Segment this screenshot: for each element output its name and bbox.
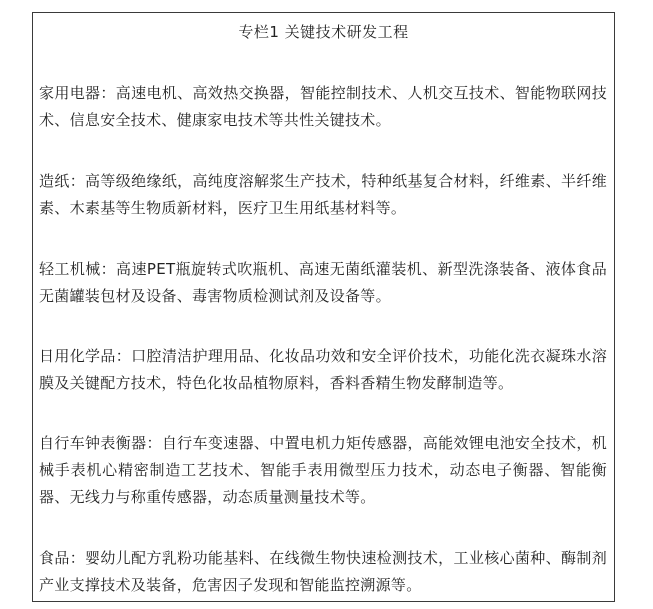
column-title: 专栏1 关键技术研发工程 <box>238 23 409 41</box>
column-box <box>32 12 615 602</box>
paragraph-light-industry-machinery: 轻工机械：高速PET瓶旋转式吹瓶机、高速无菌纸灌装机、新型洗涤装备、液体食品无菌罐装包材及设备、毒害物质检测试剂及设备等。 <box>39 260 607 305</box>
paragraph-bicycle-clock-scale: 自行车钟表衡器：自行车变速器、中置电机力矩传感器，高能效锂电池安全技术，机械手表机心精密制造工艺技术、智能手表用微型压力技术，动态电子衡器、智能衡器、无线力与称重传感器，动态质量测量技术等。 <box>39 434 607 506</box>
paragraph-daily-chemicals: 日用化学品：口腔清洁护理用品、化妆品功效和安全评价技术，功能化洗衣凝珠水溶膜及关键配方技术，特色化妆品植物原料，香料香精生物发酵制造等。 <box>39 347 607 392</box>
paragraph-home-appliances: 家用电器：高速电机、高效热交换器，智能控制技术、人机交互技术、智能物联网技术、信息安全技术、健康家电技术等共性关键技术。 <box>39 84 607 129</box>
paragraph-food: 食品：婴幼儿配方乳粉功能基料、在线微生物快速检测技术，工业核心菌种、酶制剂产业支撑技术及装备，危害因子发现和智能监控溯源等。 <box>39 549 607 594</box>
paragraph-papermaking: 造纸：高等级绝缘纸，高纯度溶解浆生产技术，特种纸基复合材料，纤维素、半纤维素、木素基等生物质新材料，医疗卫生用纸基材料等。 <box>39 172 607 217</box>
